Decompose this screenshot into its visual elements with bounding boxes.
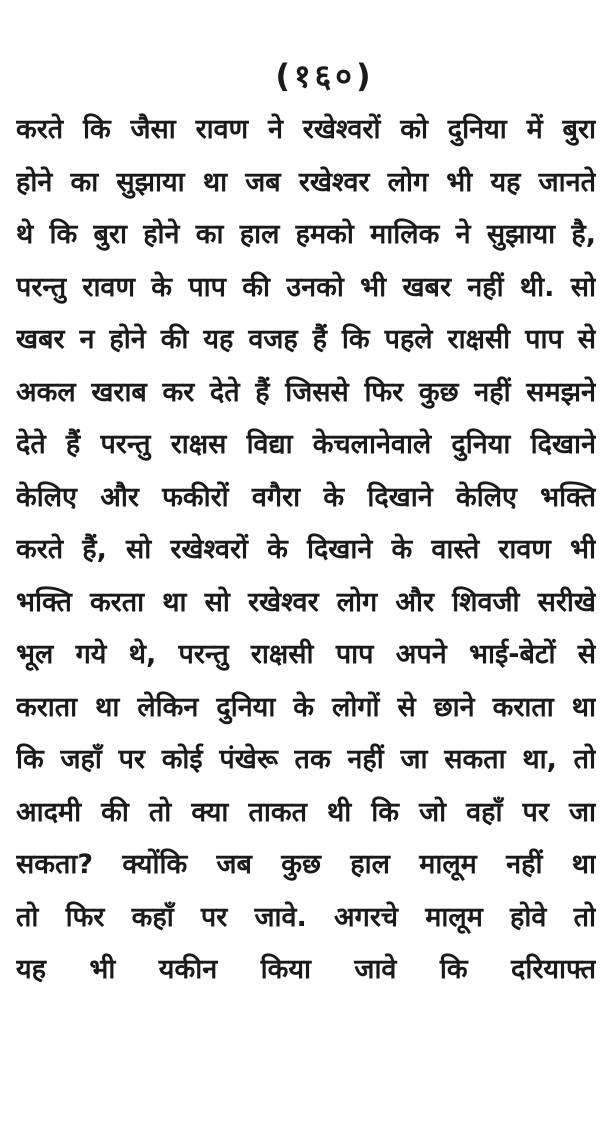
text-line: भूल गये थे, परन्तु राक्षसी पाप अपने भाई-बेटों से (16, 639, 596, 670)
page-number: (१६०) (275, 57, 375, 95)
text-line: करते हैं, सो रखेश्वरों के दिखाने के वास्ते रावण भी (16, 534, 596, 565)
text-line: खबर न होने की यह वजह हैं कि पहले राक्षसी पाप से (16, 324, 596, 355)
text-line: केलिए और फकीरों वगैरा के दिखाने केलिए भक्ति (16, 481, 596, 513)
text-line: भक्ति करता था सो रखेश्वर लोग और शिवजी सरीखे (16, 586, 596, 618)
text-line: तो फिर कहाँ पर जावे. अगरचे मालूम होवे तो (16, 901, 596, 933)
text-line: थे कि बुरा होने का हाल हमको मालिक ने सुझाया है, (16, 219, 596, 250)
text-line: आदमी की तो क्या ताकत थी कि जो वहाँ पर जा (16, 796, 596, 828)
text-line: यह भी यकीन किया जावे कि दरियाफ्त (16, 954, 596, 985)
text-line: सकता? क्योंकि जब कुछ हाल मालूम नहीं था (16, 849, 596, 880)
text-line: कि जहाँ पर कोई पंखेरू तक नहीं जा सकता था, तो (16, 744, 596, 775)
text-line: करते कि जैसा रावण ने रखेश्वरों को दुनिया में बुरा (16, 114, 596, 145)
text-line: देते हैं परन्तु राक्षस विद्या केचलानेवाले दुनिया दिखाने (16, 429, 596, 460)
body-text (16, 104, 596, 997)
text-line: परन्तु रावण के पाप की उनको भी खबर नहीं थी. सो (16, 271, 596, 303)
text-line: अकल खराब कर देते हैं जिससे फिर कुछ नहीं समझने (16, 376, 596, 408)
text-line: कराता था लेकिन दुनिया के लोगों से छाने कराता था (16, 691, 596, 723)
text-line: होने का सुझाया था जब रखेश्वर लोग भी यह जानते (16, 166, 596, 198)
